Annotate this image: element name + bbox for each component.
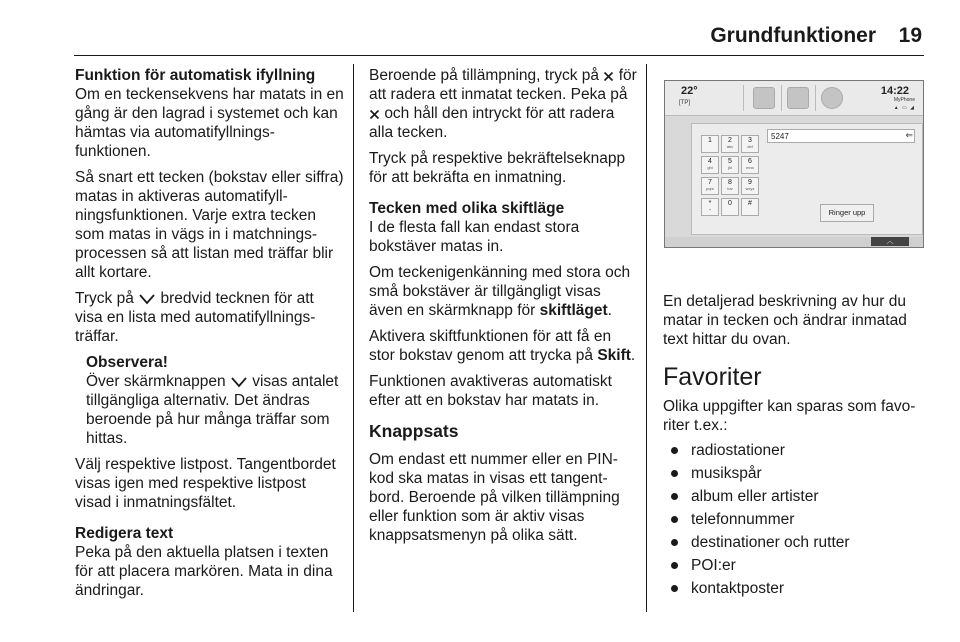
list-item-text: telefonnummer — [691, 511, 795, 528]
paragraph: Så snart ett tecken (bokstav eller siffra) matas in aktiveras automatifyllningsfunktionen. Varje extra tecken som matas in vägs in i matchningsprocessen så att listan med träffar blir allt kortare. — [75, 169, 344, 281]
list-item-text: album eller artister — [691, 488, 819, 505]
key-digit: 4 — [708, 158, 712, 165]
key-digit: # — [748, 200, 752, 207]
key-letters: mno — [746, 165, 754, 170]
favorites-list — [663, 441, 933, 598]
key-digit: 3 — [748, 137, 752, 144]
paragraph: Tryck på respektive bekräftelseknapp för att bekräfta en inmatning. — [369, 150, 626, 186]
bold-text: Skift — [597, 347, 631, 364]
status-icons: ▲ ▭ ◢ — [893, 105, 915, 111]
bullet-icon — [671, 585, 678, 592]
keypad-key[interactable] — [701, 135, 719, 153]
key-digit: 7 — [708, 179, 712, 186]
text: Om teckenigenkänning med stora och små bokstäver är tillgängligt visas även en skärmknapp för — [369, 264, 631, 319]
topbar-separator — [743, 85, 744, 111]
paragraph — [369, 66, 637, 142]
list-item-text: destinationer och rutter — [691, 534, 850, 551]
paragraph: Funktionen avaktiveras automatiskt efter att en bokstav har matats in. — [369, 373, 612, 409]
paragraph: Peka på den aktuella platsen i texten för att placera markören. Mata in dina ändringar. — [75, 544, 333, 599]
list-item-text: musikspår — [691, 465, 762, 482]
keypad-key[interactable] — [701, 177, 719, 195]
keypad-key[interactable] — [741, 135, 759, 153]
list-item — [663, 579, 933, 598]
column-1 — [75, 66, 345, 607]
backspace-icon[interactable]: ⇐ — [905, 130, 913, 140]
keypad-key[interactable] — [721, 198, 739, 216]
list-item — [663, 510, 933, 529]
list-item — [663, 533, 933, 552]
chevron-down-icon — [138, 293, 156, 305]
paragraph: I de flesta fall kan endast stora bokstäver matas in. — [369, 219, 580, 255]
text: . — [607, 302, 612, 319]
key-letters: tuv — [727, 186, 733, 191]
paragraph — [369, 327, 637, 365]
keypad-key[interactable] — [721, 135, 739, 153]
list-item-text: kontaktposter — [691, 580, 785, 597]
note-text — [86, 372, 345, 448]
bullet-icon — [671, 493, 678, 500]
key-digit: 1 — [708, 137, 712, 144]
keypad-key[interactable] — [741, 198, 759, 216]
key-letters: wxyz — [745, 186, 755, 191]
number-input[interactable]: 5247 — [767, 129, 915, 143]
paragraph: Välj respektive listpost. Tangentbordet visas igen med respektive listpost visad i inmatningsfältet. — [75, 456, 336, 511]
chevron-up-icon[interactable]: ︿ — [871, 237, 909, 246]
chevron-down-icon — [230, 376, 248, 388]
key-digit: 5 — [728, 158, 732, 165]
header-rule — [74, 55, 924, 56]
x-icon — [369, 109, 380, 120]
list-item — [663, 441, 933, 460]
text: och håll den intryckt för att radera alla tecken. — [369, 105, 615, 141]
list-item-text: radiostationer — [691, 442, 785, 459]
heading-case: Tecken med olika skiftläge — [369, 200, 565, 217]
text: . — [630, 347, 636, 364]
bullet-icon — [671, 447, 678, 454]
list-item-text: POI:er — [691, 557, 736, 574]
key-letters: def — [747, 144, 753, 149]
keypad-key[interactable] — [701, 156, 719, 174]
screen-topbar — [665, 81, 923, 116]
column-3 — [663, 292, 933, 602]
heading-favorites: Favoriter — [663, 363, 762, 391]
column-divider-1 — [353, 64, 354, 612]
screenshot-caption: En detaljerad beskrivning av hur du matar in tecken och ändrar inmatad text hittar du ovan. — [663, 293, 907, 348]
key-letters: jkl — [728, 165, 732, 170]
text: Aktivera skiftfunktionen för att få en stor bokstav genom att trycka på — [369, 328, 612, 364]
heading-edit-text: Redigera text — [75, 525, 174, 542]
clock: 14:22 — [880, 85, 909, 97]
bullet-icon — [671, 470, 678, 477]
note-box — [75, 353, 345, 448]
bold-text: skiftläget — [539, 302, 608, 319]
topbar-separator — [815, 85, 816, 111]
page-number: 19 — [898, 24, 922, 47]
text: Tryck på — [75, 290, 134, 307]
text: visas antalet tillgängliga alternativ. Det ändras beroende på hur många träffar som hittas. — [86, 373, 339, 447]
paragraph: Om en teckensekvens har matats in en gång är den lagrad i systemet och kan hämtas via automatifyllningsfunktionen. — [75, 86, 344, 160]
keypad-screenshot — [664, 80, 924, 248]
bullet-icon — [671, 539, 678, 546]
music-icon — [753, 87, 775, 109]
list-item — [663, 464, 933, 483]
column-2 — [369, 66, 637, 552]
keypad-key[interactable] — [721, 177, 739, 195]
key-letters: pqrs — [706, 186, 714, 191]
keypad-key[interactable] — [701, 198, 719, 216]
key-letters: + — [708, 207, 712, 212]
text: Över skärmknappen — [86, 373, 226, 390]
paragraph — [369, 263, 637, 320]
bullet-icon — [671, 562, 678, 569]
temperature: 22° — [681, 85, 698, 97]
paragraph: Olika uppgifter kan sparas som favoriter t.ex.: — [663, 398, 916, 434]
header-title: Grundfunktioner — [710, 24, 876, 47]
x-icon — [603, 71, 614, 82]
phone-icon — [787, 87, 809, 109]
key-letters: ghi — [707, 165, 713, 170]
list-item — [663, 487, 933, 506]
key-digit: 0 — [728, 200, 732, 207]
key-digit: * — [708, 200, 712, 207]
key-digit: 6 — [748, 158, 752, 165]
key-digit: 2 — [728, 137, 732, 144]
text: för att radera ett inmatat tecken. Peka på — [369, 67, 637, 103]
key-digit: 9 — [748, 179, 752, 186]
call-button[interactable]: Ringer upp — [820, 204, 874, 222]
keypad-key[interactable] — [741, 177, 759, 195]
key-letters: abc — [726, 144, 734, 149]
note-title: Observera! — [86, 354, 168, 371]
paragraph: Om endast ett nummer eller en PIN-kod ska matas in visas ett tangentbord. Beroende på vilken tillämpning eller funktion som är aktiv visas knappsatsmenyn på olika sätt. — [369, 451, 620, 544]
paragraph — [75, 289, 345, 346]
key-digit: 8 — [728, 179, 732, 186]
app-icon — [821, 87, 843, 109]
text: Beroende på tillämpning, tryck på — [369, 67, 600, 84]
phone-name: MyPhone — [893, 97, 915, 103]
bullet-icon — [671, 516, 678, 523]
topbar-separator — [781, 85, 782, 111]
heading-keypad: Knappsats — [369, 421, 459, 441]
heading-autofill: Funktion för automatisk ifyllning — [75, 67, 316, 84]
tp-indicator: [TP] — [679, 100, 691, 106]
keypad-key[interactable] — [721, 156, 739, 174]
text: bredvid tecknen för att visa en lista med automatifyllningsträffar. — [75, 290, 316, 345]
keypad-key[interactable] — [741, 156, 759, 174]
list-item — [663, 556, 933, 575]
column-divider-2 — [646, 64, 647, 612]
